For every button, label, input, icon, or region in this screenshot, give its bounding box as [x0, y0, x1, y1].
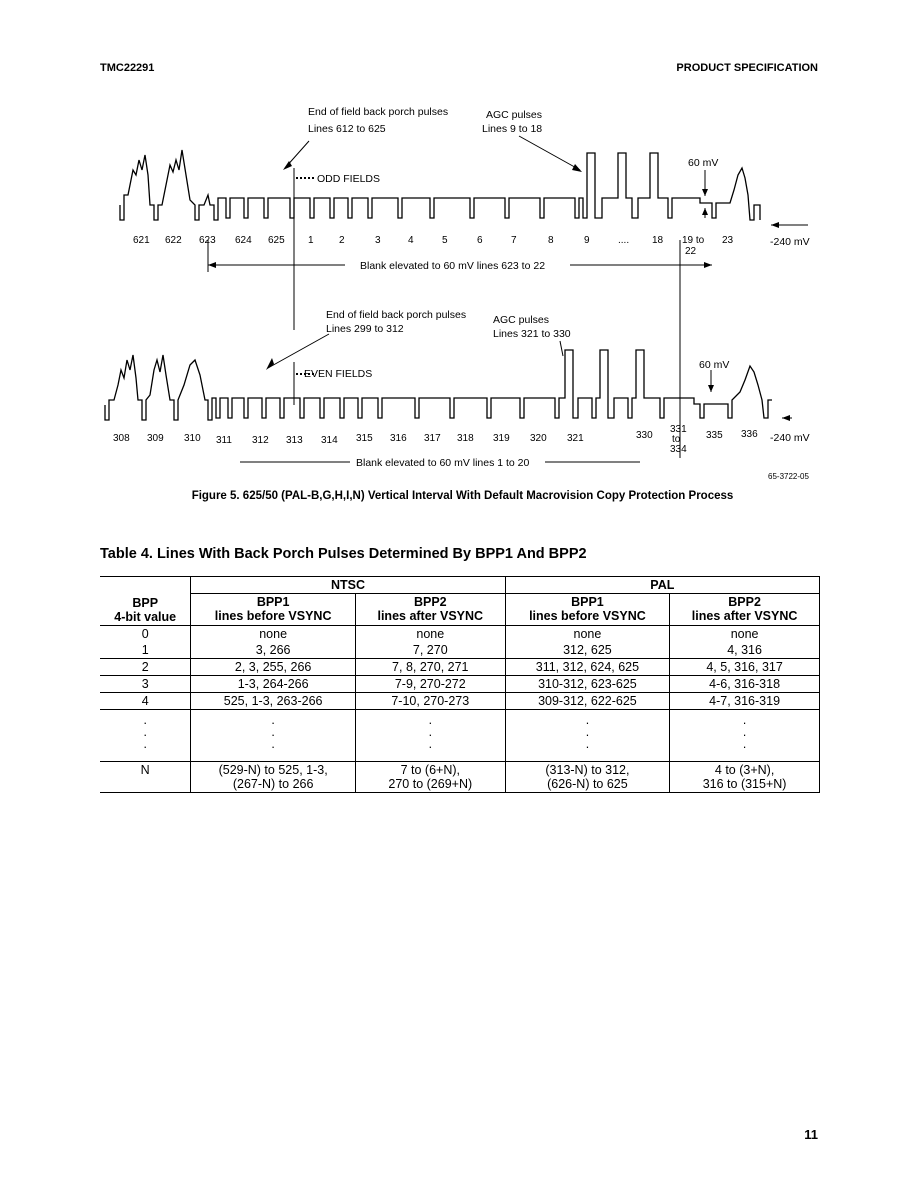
ellipsis-cell: · · ·: [505, 709, 670, 761]
col-header-bpp: BPP 4-bit value: [100, 594, 191, 626]
line-label: 4: [408, 235, 414, 246]
table-cell: 4: [100, 692, 191, 709]
line-label: 334: [670, 444, 687, 455]
line-label: 316: [390, 433, 407, 444]
ellipsis-cell: · · ·: [191, 709, 356, 761]
line-label: 313: [286, 435, 303, 446]
table-cell: none: [505, 625, 670, 642]
table-cell: 2: [100, 658, 191, 675]
table-cell: 4 to (3+N), 316 to (315+N): [670, 761, 820, 792]
line-label: 336: [741, 429, 758, 440]
even-fields-label: EVEN FIELDS: [304, 368, 373, 380]
line-label: 314: [321, 435, 338, 446]
table-cell: 7, 270: [355, 642, 505, 659]
line-label: 309: [147, 433, 164, 444]
line-label: 5: [442, 235, 448, 246]
odd-agc-label-1: AGC pulses: [486, 109, 543, 121]
table-cell: 4, 5, 316, 317: [670, 658, 820, 675]
table-cell: 0: [141, 626, 149, 641]
table-cell: 3: [100, 675, 191, 692]
table-cell: 311, 312, 624, 625: [505, 658, 670, 675]
table-cell: 1-3, 264-266: [191, 675, 356, 692]
line-label: 311: [216, 435, 232, 446]
table-row: [100, 642, 820, 659]
line-label: 2: [339, 235, 345, 246]
col-header-ntsc-bpp2: BPP2 lines after VSYNC: [355, 594, 505, 626]
header-part-number: TMC22291: [100, 62, 155, 74]
table-cell: (529-N) to 525, 1-3, (267-N) to 266: [191, 761, 356, 792]
line-label: 330: [636, 430, 653, 441]
even-agc-label-2: Lines 321 to 330: [493, 328, 571, 340]
odd-porch-label-2: Lines 612 to 625: [308, 123, 386, 135]
line-label: 315: [356, 433, 373, 444]
line-label: 9: [584, 235, 590, 246]
line-label: 1: [308, 235, 314, 246]
even-neg-label: -240 mV: [770, 432, 810, 444]
ellipsis-cell: · · ·: [670, 709, 820, 761]
line-label: 331: [670, 424, 687, 435]
table-row-n: [100, 761, 820, 792]
table-row: [100, 675, 820, 692]
table-row: [100, 625, 820, 642]
even-porch-label-1: End of field back porch pulses: [326, 309, 467, 321]
even-blank-label: Blank elevated to 60 mV lines 1 to 20: [356, 457, 530, 469]
line-label: 319: [493, 433, 510, 444]
even-porch-label-2: Lines 299 to 312: [326, 323, 404, 335]
header-doc-type: PRODUCT SPECIFICATION: [676, 62, 818, 74]
table-cell: 3, 266: [191, 642, 356, 659]
figure-caption: Figure 5. 625/50 (PAL-B,G,H,I,N) Vertical Interval With Default Macrovision Copy Protection Process: [191, 490, 734, 502]
table-cell: 4-6, 316-318: [670, 675, 820, 692]
odd-field-waveform: [120, 150, 760, 220]
bpp-lines-table: [100, 576, 820, 793]
line-label: 622: [165, 235, 182, 246]
line-label: 310: [184, 433, 201, 444]
line-label: 7: [511, 235, 517, 246]
line-label: 18: [652, 235, 664, 246]
table-row: [100, 692, 820, 709]
odd-porch-label-1: End of field back porch pulses: [308, 106, 449, 118]
table-cell: 7-10, 270-273: [355, 692, 505, 709]
line-label: 621: [133, 235, 150, 246]
table-row: [100, 658, 820, 675]
line-label: to: [672, 434, 681, 445]
table-cell: 309-312, 622-625: [505, 692, 670, 709]
table-cell: 2, 3, 255, 266: [191, 658, 356, 675]
line-label: 19 to: [682, 235, 705, 246]
line-label: 320: [530, 433, 547, 444]
line-label: ....: [618, 235, 630, 246]
table-cell: none: [355, 625, 505, 642]
line-label: 22: [685, 246, 697, 257]
odd-mv-label: 60 mV: [688, 157, 719, 169]
even-mv-label: 60 mV: [699, 359, 730, 371]
table-title: Table 4. Lines With Back Porch Pulses Determined By BPP1 And BPP2: [100, 546, 587, 562]
table-cell: 525, 1-3, 263-266: [191, 692, 356, 709]
line-label: 623: [199, 235, 216, 246]
col-header-ntsc-bpp1: BPP1 lines before VSYNC: [191, 594, 356, 626]
odd-blank-label: Blank elevated to 60 mV lines 623 to 22: [360, 260, 546, 272]
table-cell: 310-312, 623-625: [505, 675, 670, 692]
figure-code: 65-3722-05: [768, 472, 809, 481]
ntsc-group-header: NTSC: [191, 577, 505, 594]
col-header-pal-bpp1: BPP1 lines before VSYNC: [505, 594, 670, 626]
odd-fields-label: ODD FIELDS: [317, 173, 381, 185]
table-cell: 1: [141, 642, 149, 657]
even-agc-label-1: AGC pulses: [493, 314, 550, 326]
col-header-pal-bpp2: BPP2 lines after VSYNC: [670, 594, 820, 626]
table-row-ellipsis: [100, 709, 820, 761]
line-label: 625: [268, 235, 285, 246]
table-cell: 7 to (6+N), 270 to (269+N): [355, 761, 505, 792]
table-cell: 7, 8, 270, 271: [355, 658, 505, 675]
line-label: 8: [548, 235, 554, 246]
odd-neg-label: -240 mV: [770, 236, 810, 248]
ellipsis-cell: · · ·: [355, 709, 505, 761]
line-label: 308: [113, 433, 130, 444]
page-number: 11: [804, 1127, 818, 1142]
table-cell: 4-7, 316-319: [670, 692, 820, 709]
even-field-waveform: [105, 350, 772, 420]
table-corner: [100, 577, 191, 594]
table-cell: 312, 625: [505, 642, 670, 659]
table-cell: 4, 316: [670, 642, 820, 659]
table-cell: N: [100, 761, 191, 792]
line-label: 318: [457, 433, 474, 444]
line-label: 321: [567, 433, 584, 444]
line-label: 3: [375, 235, 381, 246]
vertical-interval-waveform-figure: [95, 95, 820, 485]
line-label: 624: [235, 235, 252, 246]
line-label: 335: [706, 430, 723, 441]
pal-group-header: PAL: [505, 577, 819, 594]
line-label: 312: [252, 435, 269, 446]
odd-agc-label-2: Lines 9 to 18: [482, 123, 543, 135]
line-label: 23: [722, 235, 734, 246]
table-cell: none: [670, 625, 820, 642]
line-label: 317: [424, 433, 441, 444]
table-cell: none: [191, 625, 356, 642]
ellipsis-cell: · · ·: [100, 709, 191, 761]
line-label: 6: [477, 235, 483, 246]
table-cell: 7-9, 270-272: [355, 675, 505, 692]
table-cell: (313-N) to 312, (626-N) to 625: [505, 761, 670, 792]
